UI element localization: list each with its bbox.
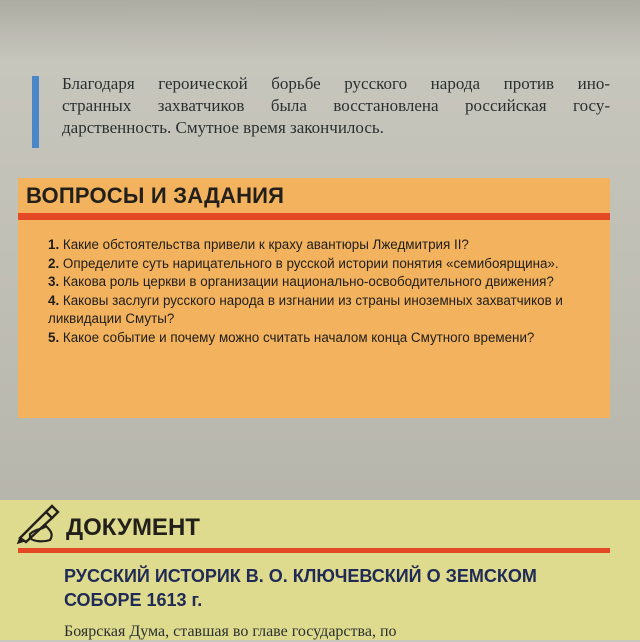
question-number: 5. [48, 329, 60, 345]
document-heading-line: РУССКИЙ ИСТОРИК В. О. КЛЮЧЕВСКИЙ О ЗЕМСКОМ [64, 566, 537, 586]
question-text: Какое событие и почему можно считать началом конца Смутного времени? [62, 329, 535, 345]
question-item [48, 236, 600, 255]
question-number: 2. [48, 255, 60, 271]
question-item [48, 273, 600, 292]
intro-accent-bar [32, 76, 39, 148]
question-text: Какие обстоятельства привели к краху авантюры Лжедмитрия II? [62, 237, 469, 252]
document-title: ДОКУМЕНТ [66, 514, 200, 541]
questions-list [48, 236, 600, 348]
question-text: Какова роль церкви в организации национально-освободительного движения? [62, 274, 554, 290]
questions-box [18, 178, 610, 418]
question-item [48, 255, 600, 274]
question-number: 1. [48, 237, 60, 252]
questions-divider [18, 213, 610, 220]
document-section [0, 500, 640, 640]
intro-line: Благодаря героической борьбе русского народа против ино- [62, 74, 610, 93]
question-item [48, 292, 600, 329]
question-text: Определите суть нарицательного в русской истории понятия «семибоярщина». [62, 255, 559, 271]
document-heading [64, 564, 624, 612]
document-heading-line: СОБОРЕ 1613 г. [64, 590, 203, 610]
document-body-text: Боярская Дума, ставшая во главе государства, по [64, 623, 397, 640]
question-item [48, 329, 600, 348]
page-shadow [0, 0, 640, 60]
document-divider [18, 548, 610, 553]
question-text: Каковы заслуги русского народа в изгнании из страны иноземных захватчиков и ликвидации Смуты? [48, 292, 563, 327]
question-number: 4. [48, 292, 60, 308]
intro-paragraph [62, 73, 610, 139]
questions-title: ВОПРОСЫ И ЗАДАНИЯ [26, 183, 285, 208]
intro-line: дарственность. Смутное время закончилось. [62, 118, 384, 137]
question-number: 3. [48, 274, 60, 290]
pen-hand-icon [16, 504, 62, 544]
intro-line: странных захватчиков была восстановлена российская госу- [62, 96, 610, 115]
